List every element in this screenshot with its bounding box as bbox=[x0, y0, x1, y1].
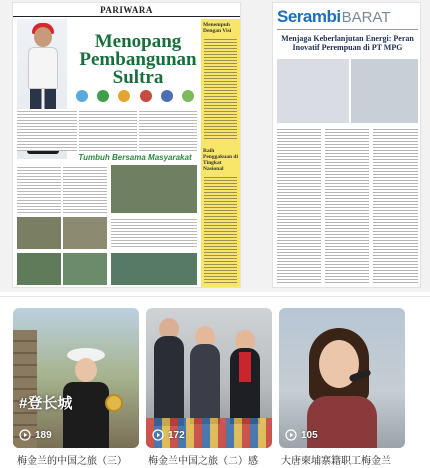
event-photo bbox=[17, 253, 61, 285]
play-circle-icon bbox=[19, 429, 31, 441]
head-shape bbox=[34, 27, 52, 47]
article-text bbox=[17, 165, 61, 213]
event-photo bbox=[111, 165, 197, 213]
play-circle-icon bbox=[152, 429, 164, 441]
video-card[interactable] bbox=[279, 308, 405, 448]
masthead-divider bbox=[277, 29, 418, 30]
article-text bbox=[79, 109, 137, 151]
logo-icon bbox=[76, 90, 88, 102]
view-count-value: 172 bbox=[168, 429, 185, 441]
sponsor-logo-strip bbox=[71, 85, 199, 107]
serambi-page[interactable] bbox=[272, 2, 421, 288]
logo-icon bbox=[97, 90, 109, 102]
body-shape bbox=[190, 344, 220, 424]
logo-icon bbox=[182, 90, 194, 102]
pariwara-headline: Menopang Pembangunan Sultra bbox=[79, 31, 197, 88]
section-divider bbox=[0, 296, 430, 297]
pariwara-sidebar bbox=[201, 19, 240, 287]
torso-shape bbox=[28, 47, 58, 89]
article-text bbox=[63, 165, 107, 213]
video-title[interactable]: 梅金兰中国之旅（二）感 bbox=[148, 456, 258, 467]
pariwara-masthead: PARIWARA bbox=[13, 3, 240, 17]
video-card[interactable] bbox=[13, 308, 139, 448]
sidebar-text bbox=[204, 37, 237, 141]
serambi-masthead bbox=[277, 7, 418, 27]
article-photo bbox=[277, 59, 349, 123]
view-count-value: 105 bbox=[301, 429, 318, 441]
sidebar-title: Menempuh Dengan Visi bbox=[203, 22, 232, 34]
scarf-shape bbox=[239, 352, 251, 382]
view-count-value: 189 bbox=[35, 429, 52, 441]
event-photo bbox=[111, 253, 197, 285]
article-text bbox=[111, 217, 197, 249]
video-thumbnail bbox=[13, 308, 139, 448]
video-title[interactable]: 梅金兰的中国之旅（三） bbox=[17, 456, 127, 467]
sidebar-title-2: Raih Penggakuan di Tingkat Nasional bbox=[203, 148, 238, 172]
article-text bbox=[139, 109, 197, 151]
play-circle-icon bbox=[285, 429, 297, 441]
sidebar-text bbox=[204, 175, 237, 283]
video-thumbnail bbox=[146, 308, 272, 448]
article-text bbox=[277, 127, 321, 285]
event-photo bbox=[63, 253, 107, 285]
logo-icon bbox=[161, 90, 173, 102]
badge-icon bbox=[105, 394, 123, 412]
video-thumbnail bbox=[279, 308, 405, 448]
pariwara-subheadline: Tumbuh Bersama Masyarakat bbox=[78, 153, 192, 162]
view-count bbox=[285, 428, 318, 442]
body-shape bbox=[154, 336, 184, 426]
article-text bbox=[17, 109, 77, 151]
overlay-hashtag: #登长城 bbox=[19, 395, 73, 412]
serambi-region: BARAT bbox=[341, 9, 391, 26]
serambi-headline: Menjaga Keberlanjutan Energi: Peran Inovatif Perempuan di PT MPG bbox=[281, 34, 414, 52]
video-title[interactable]: 大唐柬埔寨籍职工梅金兰 bbox=[281, 456, 391, 467]
event-photo bbox=[63, 217, 107, 249]
article-text bbox=[325, 127, 369, 285]
serambi-brand: Serambi bbox=[277, 7, 341, 26]
video-card[interactable] bbox=[146, 308, 272, 448]
view-count bbox=[19, 428, 52, 442]
head-shape bbox=[75, 358, 97, 382]
pariwara-page[interactable] bbox=[12, 2, 241, 288]
logo-icon bbox=[118, 90, 130, 102]
view-count bbox=[152, 428, 185, 442]
logo-icon bbox=[140, 90, 152, 102]
article-text bbox=[373, 127, 418, 285]
article-photo bbox=[351, 59, 418, 123]
event-photo bbox=[17, 217, 61, 249]
